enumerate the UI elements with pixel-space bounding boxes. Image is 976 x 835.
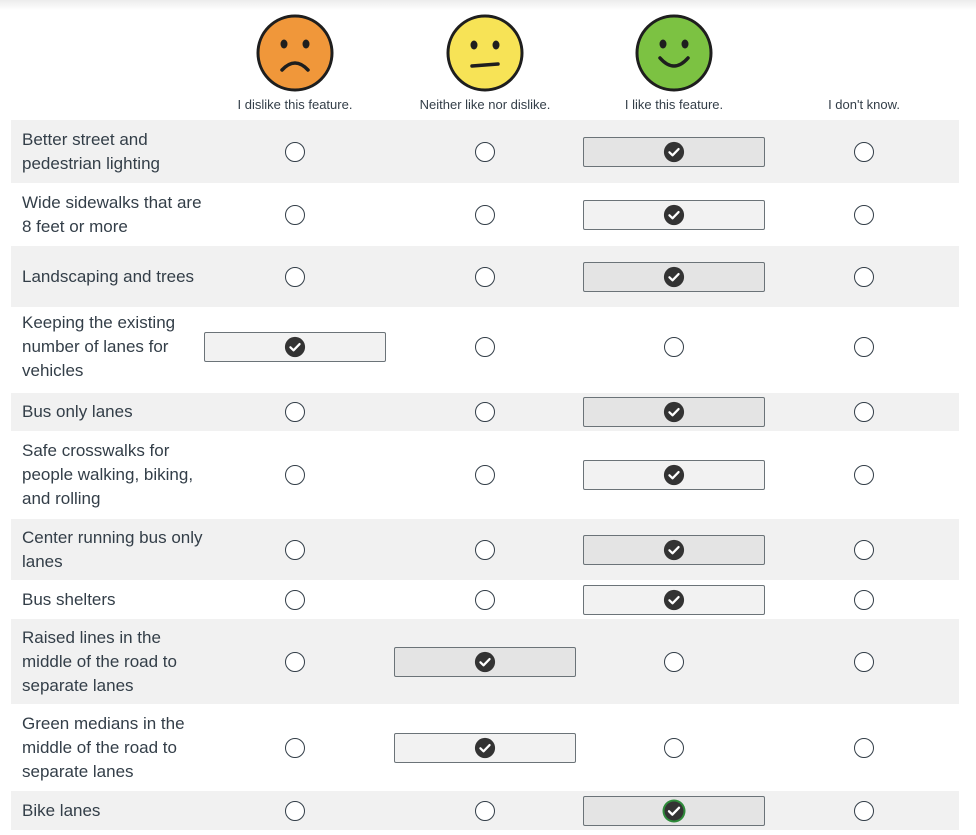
matrix-header [0, 0, 976, 120]
row-label-text: Landscaping and trees [22, 266, 195, 286]
neutral-face-icon [446, 14, 524, 92]
cell-like [579, 307, 769, 386]
row-label-text: Center running bus only lanes [22, 527, 203, 571]
cell-neutral [390, 519, 580, 580]
cell-dislike [200, 791, 390, 830]
cell-dont-know [769, 791, 959, 830]
row-label [22, 120, 204, 183]
radio-neutral[interactable] [475, 465, 495, 485]
cell-like [579, 431, 769, 519]
radio-neutral[interactable] [475, 142, 495, 162]
radio-like[interactable] [664, 738, 684, 758]
table-row [11, 431, 959, 519]
radio-dont-know[interactable] [854, 205, 874, 225]
cell-dont-know [769, 519, 959, 580]
radio-dislike[interactable] [285, 801, 305, 821]
cell-dont-know [769, 307, 959, 386]
cell-neutral [390, 791, 580, 830]
table-row [11, 307, 959, 386]
cell-like [579, 519, 769, 580]
column-header-dislike [200, 0, 390, 120]
happy-face-icon [635, 14, 713, 92]
cell-dislike [200, 183, 390, 246]
checkmark-icon [474, 651, 496, 673]
radio-dislike[interactable] [285, 142, 305, 162]
cell-dislike [200, 619, 390, 704]
row-label-text: Keeping the existing number of lanes for vehicles [22, 312, 176, 380]
cell-dislike [200, 120, 390, 183]
radio-dont-know[interactable] [854, 402, 874, 422]
row-label [22, 431, 204, 519]
row-label-text: Bus only lanes [22, 402, 133, 421]
radio-like[interactable] [664, 337, 684, 357]
radio-dont-know[interactable] [854, 738, 874, 758]
cell-dislike [200, 431, 390, 519]
cell-dont-know [769, 619, 959, 704]
table-row [11, 704, 959, 791]
empty-header-space [825, 14, 903, 92]
cell-dislike [200, 246, 390, 307]
radio-dont-know[interactable] [854, 267, 874, 287]
cell-neutral [390, 120, 580, 183]
radio-dont-know[interactable] [854, 540, 874, 560]
table-row [11, 619, 959, 704]
checkmark-icon [662, 799, 686, 823]
row-label [22, 791, 204, 830]
radio-dislike[interactable] [285, 267, 305, 287]
column-header-neutral [390, 0, 580, 120]
radio-neutral[interactable] [475, 801, 495, 821]
table-row [11, 791, 959, 830]
cell-dont-know [769, 431, 959, 519]
cell-neutral [390, 431, 580, 519]
checkmark-icon [663, 464, 685, 486]
table-row [11, 120, 959, 183]
column-label-like: I like this feature. [624, 97, 724, 112]
cell-dislike [200, 704, 390, 791]
checkmark-icon [474, 737, 496, 759]
cell-neutral [390, 246, 580, 307]
table-row [11, 183, 959, 246]
selected-option-neutral[interactable] [394, 647, 576, 677]
column-label-dont-know: I don't know. [828, 97, 900, 112]
cell-dont-know [769, 393, 959, 431]
row-label [22, 246, 204, 307]
column-label-dislike: I dislike this feature. [237, 97, 353, 112]
cell-dont-know [769, 704, 959, 791]
radio-dislike[interactable] [285, 738, 305, 758]
cell-neutral [390, 580, 580, 619]
radio-dislike[interactable] [285, 590, 305, 610]
selected-option-like[interactable] [583, 460, 765, 490]
cell-neutral [390, 393, 580, 431]
radio-neutral[interactable] [475, 402, 495, 422]
checkmark-icon [663, 589, 685, 611]
column-label-neutral: Neither like nor dislike. [419, 97, 551, 112]
radio-neutral[interactable] [475, 540, 495, 560]
cell-like [579, 704, 769, 791]
cell-dont-know [769, 183, 959, 246]
column-header-dont-know [769, 0, 959, 120]
row-label [22, 519, 204, 580]
cell-like [579, 580, 769, 619]
radio-dont-know[interactable] [854, 465, 874, 485]
radio-dislike[interactable] [285, 465, 305, 485]
cell-dislike [200, 519, 390, 580]
cell-like [579, 791, 769, 830]
cell-like [579, 183, 769, 246]
cell-neutral [390, 307, 580, 386]
radio-like[interactable] [664, 652, 684, 672]
row-label-text: Bike lanes [22, 800, 101, 820]
row-label [22, 619, 204, 704]
radio-dislike[interactable] [285, 205, 305, 225]
row-label-text: Raised lines in the middle of the road to separate lanes [22, 627, 177, 695]
radio-neutral[interactable] [475, 590, 495, 610]
row-label [22, 580, 204, 619]
selected-option-like[interactable] [583, 535, 765, 565]
row-label [22, 704, 204, 791]
checkmark-icon [284, 336, 306, 358]
row-label-text: Safe crosswalks for people walking, biking, and rolling [22, 441, 194, 508]
row-label-text: Green medians in the middle of the road to separate lanes [22, 713, 185, 781]
radio-neutral[interactable] [475, 267, 495, 287]
cell-dont-know [769, 580, 959, 619]
radio-dislike[interactable] [285, 652, 305, 672]
radio-dislike[interactable] [285, 540, 305, 560]
checkmark-icon [663, 141, 685, 163]
selected-option-neutral[interactable] [394, 733, 576, 763]
radio-dont-know[interactable] [854, 590, 874, 610]
cell-dislike [200, 580, 390, 619]
radio-neutral[interactable] [475, 205, 495, 225]
table-row [11, 519, 959, 580]
radio-dont-know[interactable] [854, 652, 874, 672]
radio-dont-know[interactable] [854, 801, 874, 821]
sad-face-icon [256, 14, 334, 92]
row-label-text: Wide sidewalks that are 8 feet or more [22, 192, 202, 236]
cell-dislike [200, 393, 390, 431]
cell-like [579, 393, 769, 431]
row-label [22, 183, 204, 246]
cell-neutral [390, 619, 580, 704]
cell-like [579, 619, 769, 704]
checkmark-icon [663, 266, 685, 288]
cell-like [579, 120, 769, 183]
checkmark-icon [663, 401, 685, 423]
radio-dont-know[interactable] [854, 337, 874, 357]
cell-neutral [390, 704, 580, 791]
column-header-like [579, 0, 769, 120]
cell-like [579, 246, 769, 307]
row-label-text: Better street and pedestrian lighting [22, 129, 160, 173]
row-label [22, 307, 204, 386]
selected-option-like[interactable] [583, 137, 765, 167]
selected-option-like[interactable] [583, 262, 765, 292]
table-row [11, 393, 959, 431]
cell-neutral [390, 183, 580, 246]
checkmark-icon [663, 539, 685, 561]
selected-option-like[interactable] [583, 397, 765, 427]
selected-option-like[interactable] [583, 200, 765, 230]
selected-option-like[interactable] [583, 585, 765, 615]
row-label [22, 393, 204, 431]
radio-dislike[interactable] [285, 402, 305, 422]
table-row [11, 580, 959, 619]
checkmark-icon [663, 204, 685, 226]
cell-dont-know [769, 120, 959, 183]
cell-dont-know [769, 246, 959, 307]
radio-neutral[interactable] [475, 337, 495, 357]
selected-option-like[interactable] [583, 796, 765, 826]
cell-dislike [200, 307, 390, 386]
radio-dont-know[interactable] [854, 142, 874, 162]
table-row [11, 246, 959, 307]
row-label-text: Bus shelters [22, 589, 116, 609]
selected-option-dislike[interactable] [204, 332, 386, 362]
